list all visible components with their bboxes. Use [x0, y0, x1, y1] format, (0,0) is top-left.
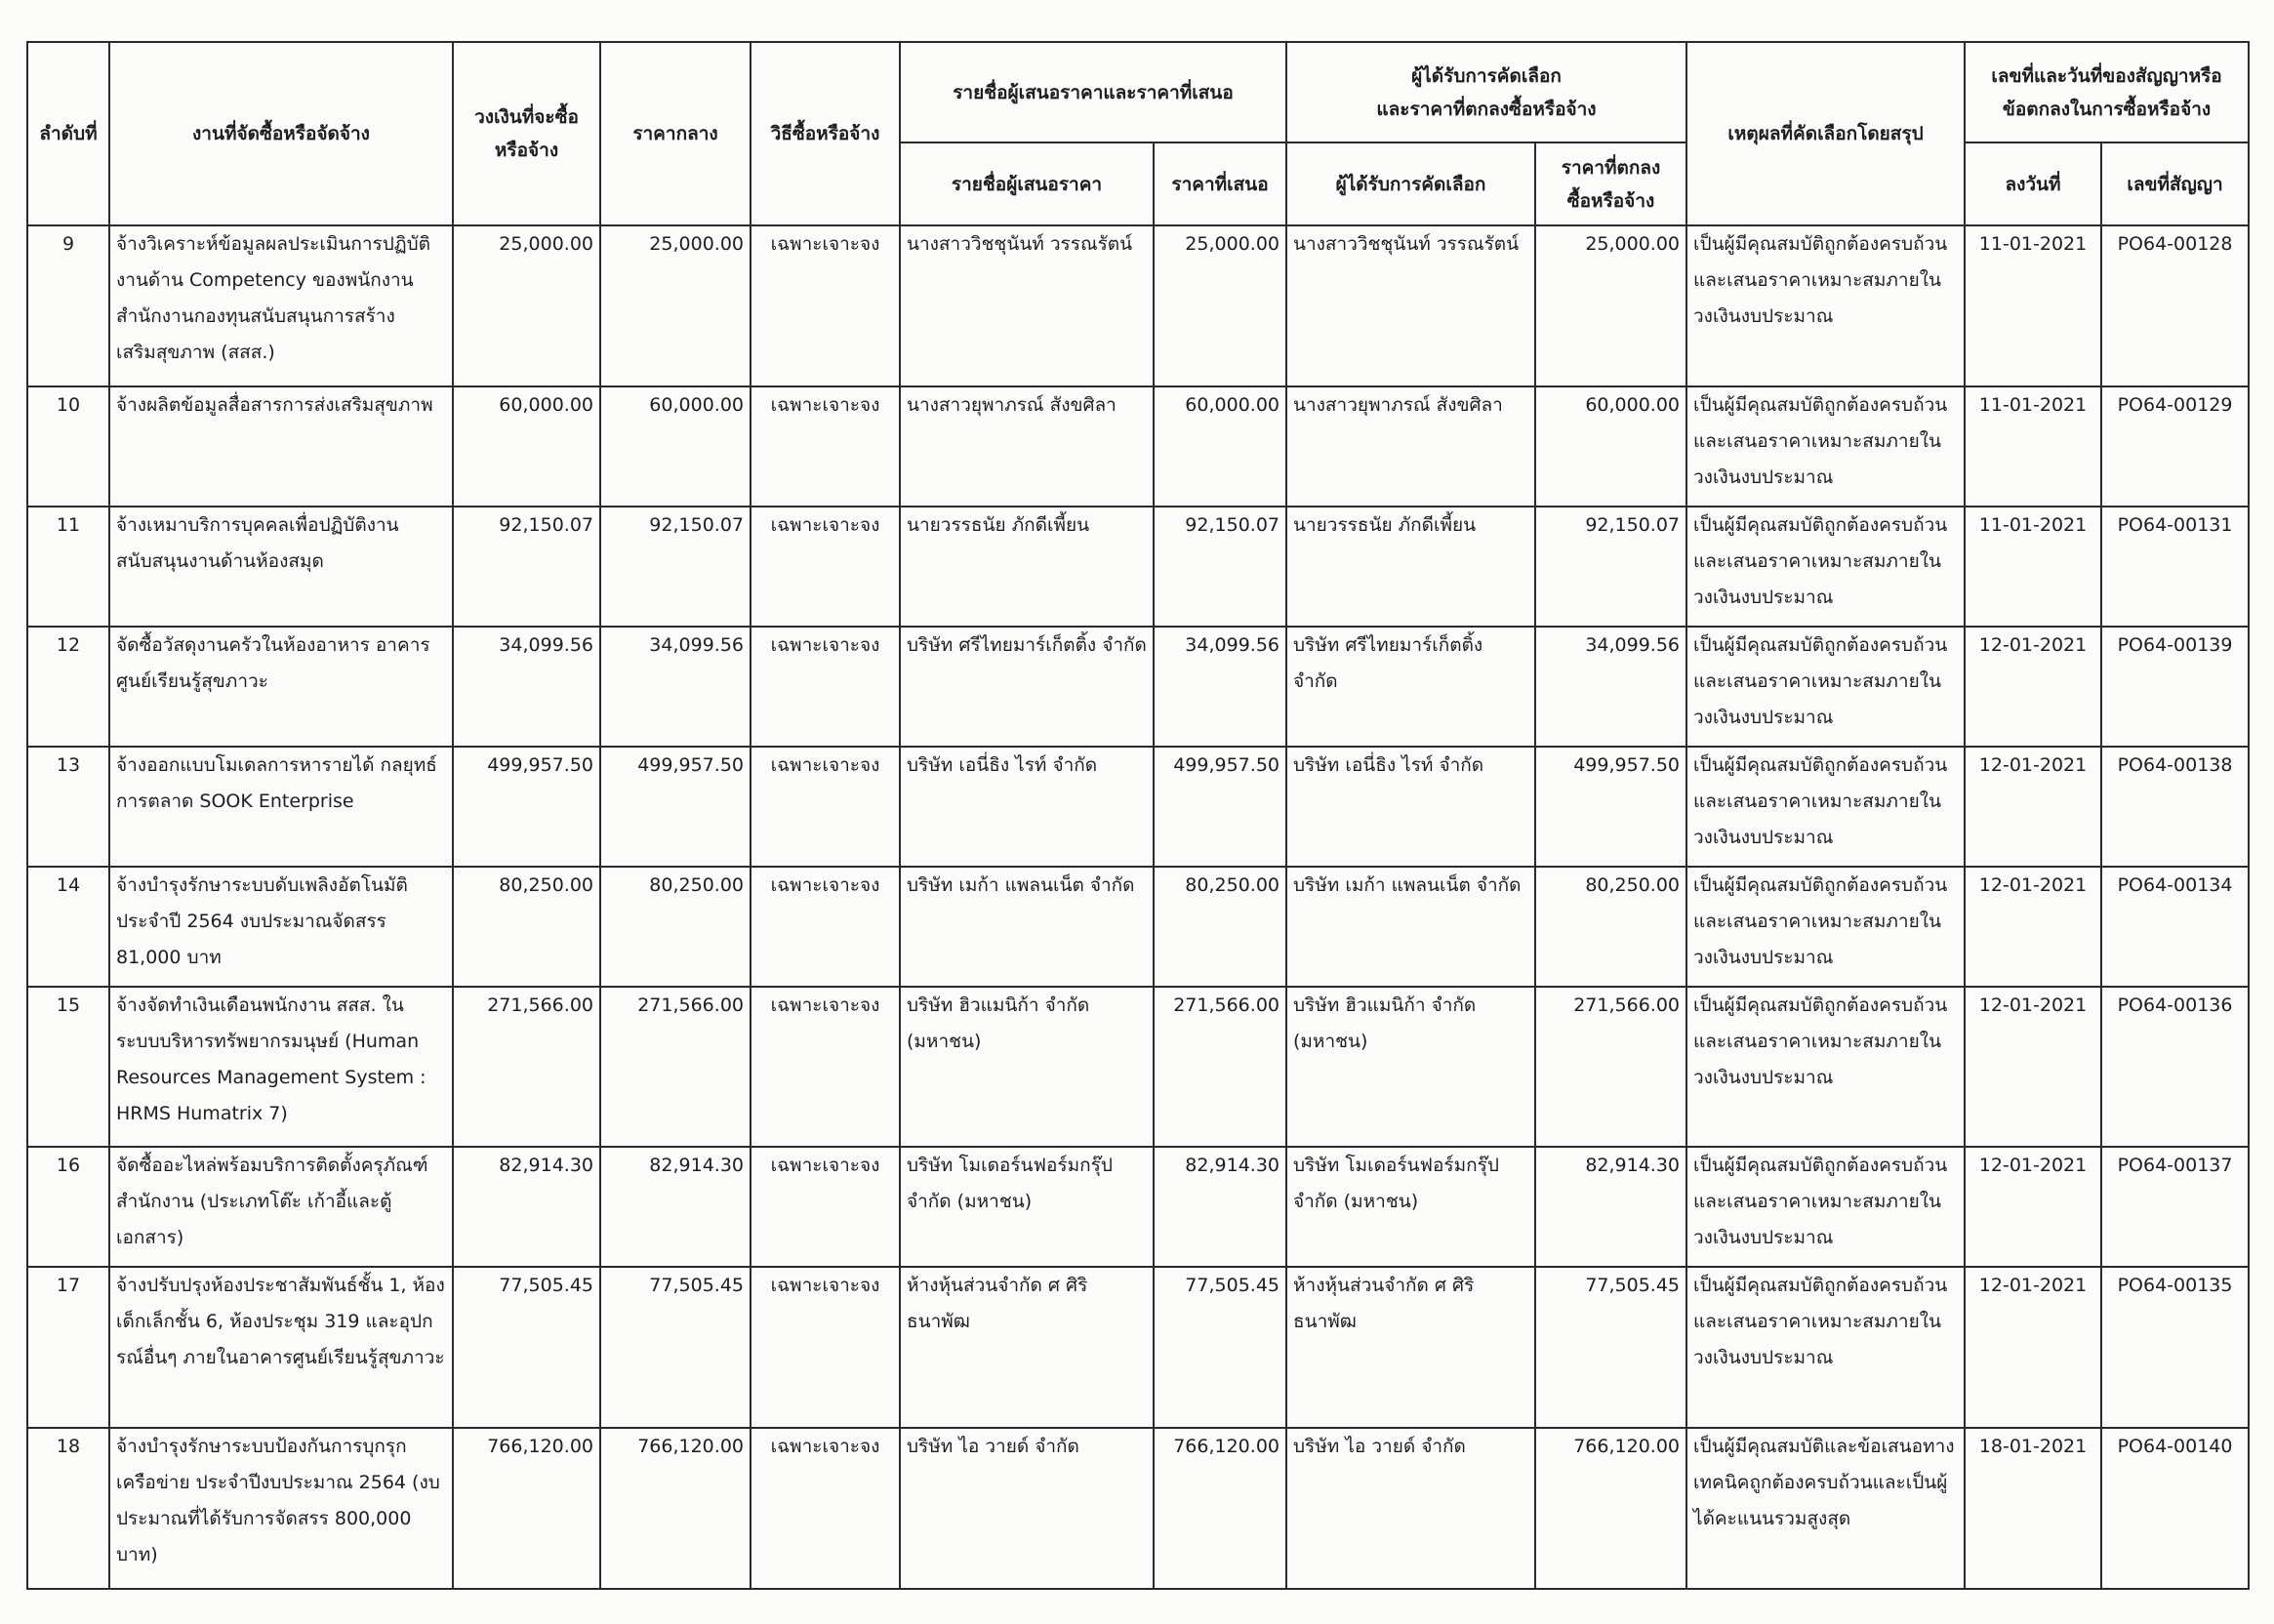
cell-agreed-price: 34,099.56 [1535, 627, 1686, 747]
cell-no: 12 [27, 627, 109, 747]
header-bid-price: ราคาที่เสนอ [1154, 142, 1286, 225]
cell-date: 11-01-2021 [1965, 225, 2101, 386]
header-contract-group [1965, 42, 2249, 142]
header-reason: เหตุผลที่คัดเลือกโดยสรุป [1686, 42, 1965, 225]
cell-agreed-price: 25,000.00 [1535, 225, 1686, 386]
cell-work: จัดซื้ออะไหล่พร้อมบริการติดตั้งครุภัณฑ์สำนักงาน (ประเภทโต๊ะ เก้าอี้และตู้เอกสาร) [109, 1147, 453, 1267]
cell-date: 12-01-2021 [1965, 867, 2101, 987]
cell-selected: นางสาววิชชุนันท์ วรรณรัตน์ [1286, 225, 1535, 386]
cell-median: 60,000.00 [600, 386, 751, 507]
header-median-price: ราคากลาง [600, 42, 751, 225]
cell-selected: บริษัท โมเดอร์นฟอร์มกรุ๊ป จำกัด (มหาชน) [1286, 1147, 1535, 1267]
cell-agreed-price: 82,914.30 [1535, 1147, 1686, 1267]
header-bidder-name: รายชื่อผู้เสนอราคา [900, 142, 1154, 225]
cell-bid-price: 499,957.50 [1154, 747, 1286, 867]
cell-budget: 82,914.30 [453, 1147, 600, 1267]
cell-bidder: บริษัท ศรีไทยมาร์เก็ตติ้ง จำกัด [900, 627, 1154, 747]
cell-budget: 271,566.00 [453, 987, 600, 1147]
cell-budget: 92,150.07 [453, 507, 600, 627]
cell-budget: 77,505.45 [453, 1267, 600, 1428]
table-row [27, 627, 2249, 747]
cell-bidder: บริษัท โมเดอร์นฟอร์มกรุ๊ป จำกัด (มหาชน) [900, 1147, 1154, 1267]
cell-selected: นายวรรธนัย ภักดีเพี้ยน [1286, 507, 1535, 627]
table-row [27, 747, 2249, 867]
header-date: ลงวันที่ [1965, 142, 2101, 225]
cell-bid-price: 80,250.00 [1154, 867, 1286, 987]
cell-median: 25,000.00 [600, 225, 751, 386]
header-agreed-price-line2: ซื้อหรือจ้าง [1566, 189, 1655, 212]
cell-budget: 34,099.56 [453, 627, 600, 747]
cell-date: 12-01-2021 [1965, 1147, 2101, 1267]
cell-selected: ห้างหุ้นส่วนจำกัด ศ ศิริธนาพัฒ [1286, 1267, 1535, 1428]
cell-selected: บริษัท ศรีไทยมาร์เก็ตติ้ง จำกัด [1286, 627, 1535, 747]
cell-no: 14 [27, 867, 109, 987]
cell-reason: เป็นผู้มีคุณสมบัติถูกต้องครบถ้วนและเสนอราคาเหมาะสมภายในวงเงินงบประมาณ [1686, 1267, 1965, 1428]
cell-bid-price: 60,000.00 [1154, 386, 1286, 507]
header-selected-group-line2: และราคาที่ตกลงซื้อหรือจ้าง [1376, 98, 1597, 120]
cell-reason: เป็นผู้มีคุณสมบัติถูกต้องครบถ้วนและเสนอราคาเหมาะสมภายในวงเงินงบประมาณ [1686, 987, 1965, 1147]
header-selected-name: ผู้ได้รับการคัดเลือก [1286, 142, 1535, 225]
cell-bidder: นายวรรธนัย ภักดีเพี้ยน [900, 507, 1154, 627]
cell-work: จัดซื้อวัสดุงานครัวในห้องอาหาร อาคารศูนย์เรียนรู้สุขภาวะ [109, 627, 453, 747]
header-bidders-group: รายชื่อผู้เสนอราคาและราคาที่เสนอ [900, 42, 1286, 142]
cell-date: 11-01-2021 [1965, 386, 2101, 507]
cell-bidder: นางสาวยุพาภรณ์ สังขศิลา [900, 386, 1154, 507]
cell-budget: 499,957.50 [453, 747, 600, 867]
cell-bid-price: 271,566.00 [1154, 987, 1286, 1147]
table-row [27, 1147, 2249, 1267]
cell-work: จ้างบำรุงรักษาระบบดับเพลิงอัตโนมัติ ประจำปี 2564 งบประมาณจัดสรร 81,000 บาท [109, 867, 453, 987]
cell-no: 18 [27, 1428, 109, 1589]
cell-method: เฉพาะเจาะจง [751, 747, 900, 867]
cell-work: จ้างจัดทำเงินเดือนพนักงาน สสส. ในระบบบริหารทรัพยากรมนุษย์ (Human Resources Management System : HRMS Humatrix 7) [109, 987, 453, 1147]
cell-method: เฉพาะเจาะจง [751, 867, 900, 987]
cell-bid-price: 766,120.00 [1154, 1428, 1286, 1589]
cell-bid-price: 92,150.07 [1154, 507, 1286, 627]
cell-work: จ้างเหมาบริการบุคคลเพื่อปฏิบัติงานสนับสนุนงานด้านห้องสมุด [109, 507, 453, 627]
cell-bidder: บริษัท ไอ วายด์ จำกัด [900, 1428, 1154, 1589]
cell-agreed-price: 499,957.50 [1535, 747, 1686, 867]
cell-bid-price: 34,099.56 [1154, 627, 1286, 747]
cell-bidder: บริษัท เมก้า แพลนเน็ต จำกัด [900, 867, 1154, 987]
header-selected-group [1286, 42, 1686, 142]
cell-contract-no: PO64-00135 [2101, 1267, 2249, 1428]
header-method: วิธีซื้อหรือจ้าง [751, 42, 900, 225]
cell-date: 12-01-2021 [1965, 987, 2101, 1147]
cell-date: 12-01-2021 [1965, 1267, 2101, 1428]
cell-method: เฉพาะเจาะจง [751, 507, 900, 627]
cell-agreed-price: 77,505.45 [1535, 1267, 1686, 1428]
cell-bidder: บริษัท ฮิวแมนิก้า จำกัด (มหาชน) [900, 987, 1154, 1147]
header-agreed-price-line1: ราคาที่ตกลง [1561, 156, 1661, 179]
cell-no: 13 [27, 747, 109, 867]
cell-reason: เป็นผู้มีคุณสมบัติถูกต้องครบถ้วนและเสนอราคาเหมาะสมภายในวงเงินงบประมาณ [1686, 867, 1965, 987]
cell-method: เฉพาะเจาะจง [751, 627, 900, 747]
cell-no: 15 [27, 987, 109, 1147]
cell-bidder: บริษัท เอนี่ธิง ไรท์ จำกัด [900, 747, 1154, 867]
cell-budget: 25,000.00 [453, 225, 600, 386]
cell-contract-no: PO64-00134 [2101, 867, 2249, 987]
cell-date: 12-01-2021 [1965, 627, 2101, 747]
cell-contract-no: PO64-00129 [2101, 386, 2249, 507]
header-selected-group-line1: ผู้ได้รับการคัดเลือก [1411, 64, 1562, 87]
cell-contract-no: PO64-00136 [2101, 987, 2249, 1147]
cell-agreed-price: 766,120.00 [1535, 1428, 1686, 1589]
cell-agreed-price: 92,150.07 [1535, 507, 1686, 627]
cell-selected: บริษัท เมก้า แพลนเน็ต จำกัด [1286, 867, 1535, 987]
cell-reason: เป็นผู้มีคุณสมบัติถูกต้องครบถ้วนและเสนอราคาเหมาะสมภายในวงเงินงบประมาณ [1686, 627, 1965, 747]
table-row [27, 225, 2249, 386]
cell-bidder: ห้างหุ้นส่วนจำกัด ศ ศิริธนาพัฒ [900, 1267, 1154, 1428]
cell-work: จ้างปรับปรุงห้องประชาสัมพันธ์ชั้น 1, ห้องเด็กเล็กชั้น 6, ห้องประชุม 319 และอุปกรณ์อื่นๆ ภายในอาคารศูนย์เรียนรู้สุขภาวะ [109, 1267, 453, 1428]
cell-median: 271,566.00 [600, 987, 751, 1147]
table-row [27, 867, 2249, 987]
cell-selected: บริษัท ไอ วายด์ จำกัด [1286, 1428, 1535, 1589]
cell-method: เฉพาะเจาะจง [751, 1428, 900, 1589]
cell-date: 11-01-2021 [1965, 507, 2101, 627]
header-contract-group-line2: ข้อตกลงในการซื้อหรือจ้าง [2002, 98, 2212, 120]
header-contract-no: เลขที่สัญญา [2101, 142, 2249, 225]
table-row [27, 507, 2249, 627]
table-row [27, 1428, 2249, 1589]
cell-no: 11 [27, 507, 109, 627]
cell-reason: เป็นผู้มีคุณสมบัติถูกต้องครบถ้วนและเสนอราคาเหมาะสมภายในวงเงินงบประมาณ [1686, 507, 1965, 627]
cell-work: จ้างวิเคราะห์ข้อมูลผลประเมินการปฏิบัติงานด้าน Competency ของพนักงานสำนักงานกองทุนสนับสนุนการสร้างเสริมสุขภาพ (สสส.) [109, 225, 453, 386]
cell-contract-no: PO64-00137 [2101, 1147, 2249, 1267]
cell-method: เฉพาะเจาะจง [751, 225, 900, 386]
cell-bid-price: 25,000.00 [1154, 225, 1286, 386]
cell-contract-no: PO64-00139 [2101, 627, 2249, 747]
cell-no: 17 [27, 1267, 109, 1428]
procurement-table [26, 41, 2250, 1590]
cell-contract-no: PO64-00131 [2101, 507, 2249, 627]
cell-work: จ้างผลิตข้อมูลสื่อสารการส่งเสริมสุขภาพ [109, 386, 453, 507]
table-row [27, 1267, 2249, 1428]
cell-no: 9 [27, 225, 109, 386]
cell-selected: นางสาวยุพาภรณ์ สังขศิลา [1286, 386, 1535, 507]
cell-work: จ้างบำรุงรักษาระบบป้องกันการบุกรุกเครือข่าย ประจำปีงบประมาณ 2564 (งบประมาณที่ได้รับการจัดสรร 800,000 บาท) [109, 1428, 453, 1589]
cell-median: 766,120.00 [600, 1428, 751, 1589]
header-work: งานที่จัดซื้อหรือจัดจ้าง [109, 42, 453, 225]
cell-contract-no: PO64-00128 [2101, 225, 2249, 386]
cell-reason: เป็นผู้มีคุณสมบัติถูกต้องครบถ้วนและเสนอราคาเหมาะสมภายในวงเงินงบประมาณ [1686, 386, 1965, 507]
cell-date: 12-01-2021 [1965, 747, 2101, 867]
cell-median: 34,099.56 [600, 627, 751, 747]
header-agreed-price [1535, 142, 1686, 225]
cell-reason: เป็นผู้มีคุณสมบัติถูกต้องครบถ้วนและเสนอราคาเหมาะสมภายในวงเงินงบประมาณ [1686, 747, 1965, 867]
cell-contract-no: PO64-00140 [2101, 1428, 2249, 1589]
cell-median: 77,505.45 [600, 1267, 751, 1428]
cell-method: เฉพาะเจาะจง [751, 386, 900, 507]
table-row [27, 987, 2249, 1147]
cell-median: 82,914.30 [600, 1147, 751, 1267]
cell-bidder: นางสาววิชชุนันท์ วรรณรัตน์ [900, 225, 1154, 386]
cell-median: 80,250.00 [600, 867, 751, 987]
cell-budget: 60,000.00 [453, 386, 600, 507]
cell-work: จ้างออกแบบโมเดลการหารายได้ กลยุทธ์การตลาด SOOK Enterprise [109, 747, 453, 867]
cell-median: 92,150.07 [600, 507, 751, 627]
cell-bid-price: 77,505.45 [1154, 1267, 1286, 1428]
cell-date: 18-01-2021 [1965, 1428, 2101, 1589]
cell-budget: 766,120.00 [453, 1428, 600, 1589]
table-body [27, 225, 2249, 1589]
cell-method: เฉพาะเจาะจง [751, 987, 900, 1147]
cell-agreed-price: 80,250.00 [1535, 867, 1686, 987]
table-row [27, 386, 2249, 507]
cell-reason: เป็นผู้มีคุณสมบัติและข้อเสนอทางเทคนิคถูกต้องครบถ้วนและเป็นผู้ได้คะแนนรวมสูงสุด [1686, 1428, 1965, 1589]
cell-reason: เป็นผู้มีคุณสมบัติถูกต้องครบถ้วนและเสนอราคาเหมาะสมภายในวงเงินงบประมาณ [1686, 1147, 1965, 1267]
cell-selected: บริษัท ฮิวแมนิก้า จำกัด (มหาชน) [1286, 987, 1535, 1147]
cell-selected: บริษัท เอนี่ธิง ไรท์ จำกัด [1286, 747, 1535, 867]
cell-budget: 80,250.00 [453, 867, 600, 987]
cell-no: 10 [27, 386, 109, 507]
header-contract-group-line1: เลขที่และวันที่ของสัญญาหรือ [1991, 64, 2222, 87]
cell-agreed-price: 271,566.00 [1535, 987, 1686, 1147]
cell-method: เฉพาะเจาะจง [751, 1267, 900, 1428]
cell-agreed-price: 60,000.00 [1535, 386, 1686, 507]
header-budget: วงเงินที่จะซื้อหรือจ้าง [453, 42, 600, 225]
cell-method: เฉพาะเจาะจง [751, 1147, 900, 1267]
cell-contract-no: PO64-00138 [2101, 747, 2249, 867]
cell-no: 16 [27, 1147, 109, 1267]
cell-bid-price: 82,914.30 [1154, 1147, 1286, 1267]
table-header [27, 42, 2249, 225]
cell-median: 499,957.50 [600, 747, 751, 867]
header-no: ลำดับที่ [27, 42, 109, 225]
cell-reason: เป็นผู้มีคุณสมบัติถูกต้องครบถ้วนและเสนอราคาเหมาะสมภายในวงเงินงบประมาณ [1686, 225, 1965, 386]
